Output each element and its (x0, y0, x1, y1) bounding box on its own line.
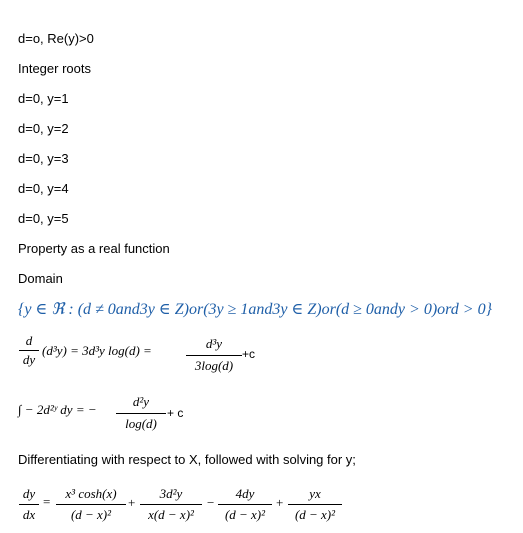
text-line-7: d=0, y=5 (18, 211, 69, 226)
text-line-4: d=0, y=2 (18, 121, 69, 136)
text-line-10: Differentiating with respect to X, followed with solving for y; (18, 452, 356, 467)
final-term2-numerator: 3d²y (159, 486, 183, 501)
plus-sign-2: + (276, 495, 284, 510)
final-term1-bar (56, 504, 126, 505)
final-term3-denominator: (d − x)² (224, 507, 266, 522)
deriv-rhs-bar (186, 355, 242, 356)
deriv-lhs-bar (19, 350, 39, 351)
final-term4-denominator: (d − x)² (294, 507, 336, 522)
minus-sign: − (207, 495, 215, 510)
final-term2-denominator: x(d − x)² (148, 507, 194, 522)
text-line-9: Domain (18, 271, 63, 286)
deriv-lhs-denominator: dy (22, 352, 36, 367)
text-line-1: d=o, Re(y)>0 (18, 31, 94, 46)
text-line-5: d=0, y=3 (18, 151, 69, 166)
text-line-6: d=0, y=4 (18, 181, 69, 196)
deriv-lhs-numerator: d (25, 333, 33, 348)
final-term4-numerator: yx (309, 486, 321, 501)
deriv-rhs-numerator: d³y (205, 336, 223, 351)
text-line-3: d=0, y=1 (18, 91, 69, 106)
integral-bar (116, 413, 166, 414)
final-lhs-numerator: dy (22, 486, 36, 501)
deriv-constant: +c (242, 347, 256, 361)
text-line-8: Property as a real function (18, 241, 170, 256)
integral-constant: + c (167, 406, 184, 420)
final-term4-bar (288, 504, 342, 505)
equals-sign: = (43, 494, 51, 509)
final-term3-bar (218, 504, 272, 505)
integral-denominator: log(d) (125, 416, 157, 431)
final-term1-numerator: x³ cosh(x) (65, 486, 117, 501)
integral-numerator: d²y (132, 394, 150, 409)
final-term2-bar (140, 504, 202, 505)
deriv-rhs-denominator: 3log(d) (194, 358, 234, 373)
domain-equation: {y ∈ ℜ : (d ≠ 0and3y ∈ Z)or(3y ≥ 1and3y ∈ Z)or(d ≥ 0andy > 0)ord > 0} (18, 301, 492, 318)
text-line-2: Integer roots (18, 61, 91, 76)
final-lhs-denominator: dx (22, 507, 36, 522)
plus-sign-1: + (128, 495, 136, 510)
final-term3-numerator: 4dy (235, 486, 255, 501)
final-term1-denominator: (d − x)² (70, 507, 112, 522)
integral-lhs: ∫ − 2d²ʸ dy = − (18, 402, 97, 417)
deriv-body: (d³y) = 3d³y log(d) = (42, 343, 152, 358)
final-lhs-bar (19, 504, 39, 505)
